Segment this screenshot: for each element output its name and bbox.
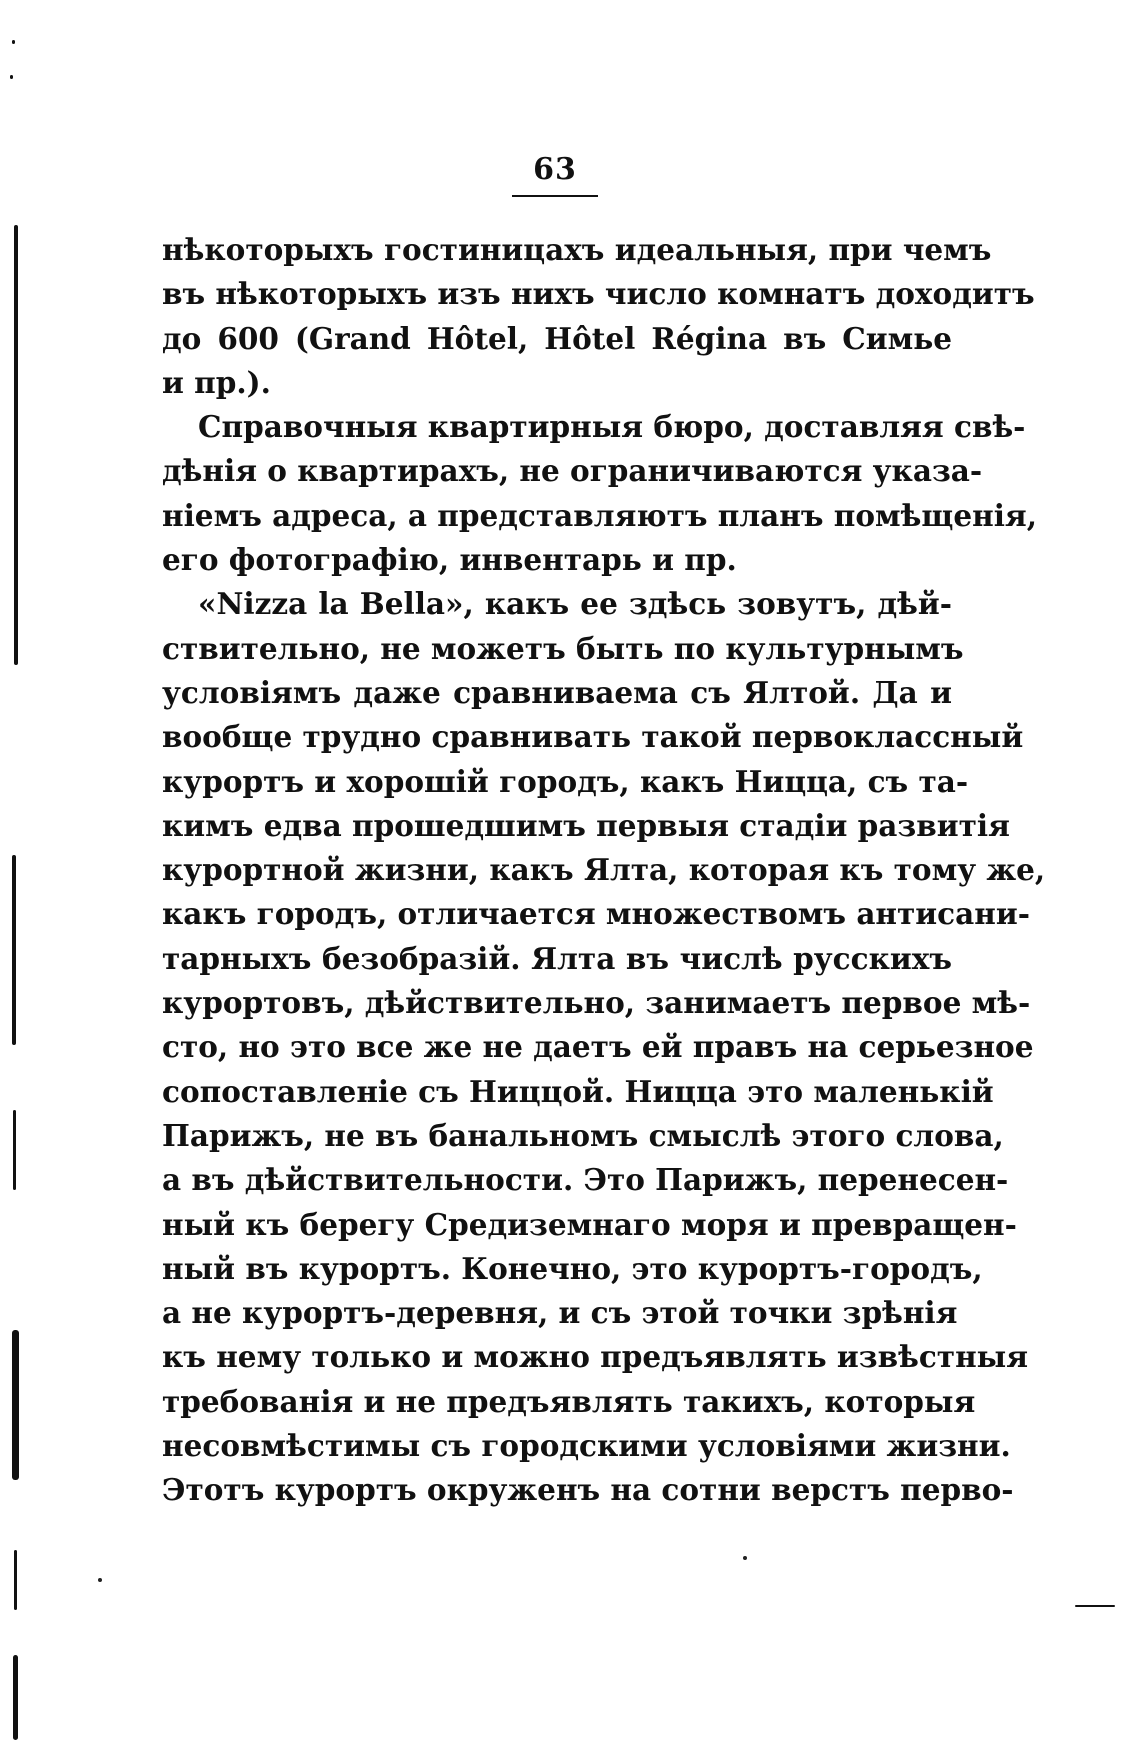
text-line: курортовъ, дѣйствительно, занимаетъ первое мѣ- [162,985,1031,1021]
text-line: въ нѣкоторыхъ изъ нихъ число комнатъ доходитъ [162,276,1035,312]
scan-mark [13,1110,16,1190]
page-number: 63 [533,152,577,187]
text-line: кимъ едва прошедшимъ первыя стадіи развитія [162,807,1010,843]
text-line: сопоставленіе съ Ниццой. Ницца это маленькій [162,1073,994,1109]
text-line: Этотъ курортъ окруженъ на сотни верстъ перво- [162,1472,1014,1508]
text-line: дѣнія о квартирахъ, не ограничиваются указа- [162,453,983,489]
text-line: какъ городъ, отличается множествомъ антисани- [162,896,1030,932]
text-line: ный въ курортъ. Конечно, это курортъ-городъ, [162,1250,983,1286]
scan-mark [14,225,18,665]
text-line: курортъ и хорошій городъ, какъ Ницца, съ та- [162,763,969,799]
text-line: курортной жизни, какъ Ялта, которая къ тому же, [162,852,1046,888]
text-line: требованія и не предъявлять такихъ, которыя [162,1383,976,1419]
page-number-rule [512,195,598,197]
scan-mark [14,1550,17,1610]
text-line: а въ дѣйствительности. Это Парижъ, перенесен- [162,1162,1009,1198]
text-line: а не курортъ-деревня, и съ этой точки зрѣнія [162,1295,958,1331]
text-line: «Nizza la Bella», какъ ее здѣсь зовутъ, дѣй- [198,586,952,622]
scan-mark [12,855,16,1045]
text-line: къ нему только и можно предъявлять извѣстныя [162,1339,1029,1375]
text-line: Справочныя квартирныя бюро, доставляя свѣ- [198,409,1026,445]
scan-mark [12,1330,19,1480]
text-line: условіямъ даже сравниваема съ Ялтой. Да и [162,674,952,710]
scan-mark [13,1655,18,1740]
text-line: вообще трудно сравнивать такой первоклассный [162,719,1024,755]
text-line: и пр.). [162,364,271,400]
text-line: Парижъ, не въ банальномъ смыслѣ этого слова, [162,1117,1004,1153]
body-text [162,228,1046,1513]
scan-mark [10,75,13,79]
text-line: его фотографію, инвентарь и пр. [162,542,737,578]
text-line: ный къ берегу Средиземнаго моря и превращен- [162,1206,1017,1242]
text-line: до 600 (Grand Hôtel, Hôtel Régina въ Симье [162,320,952,356]
scan-speck [743,1556,747,1560]
scan-speck [98,1578,102,1582]
text-line: тарныхъ безобразій. Ялта въ числѣ русскихъ [162,940,952,976]
scan-mark [12,40,15,44]
text-line: несовмѣстимы съ городскими условіями жизни. [162,1428,1011,1464]
text-line: нѣкоторыхъ гостиницахъ идеальныя, при чемъ [162,232,992,267]
text-line: сто, но это все же не даетъ ей правъ на серьезное [162,1029,1034,1065]
text-line: ніемъ адреса, а представляютъ планъ помѣщенія, [162,497,1037,533]
text-line: ствительно, не можетъ быть по культурнымъ [162,630,964,666]
scan-mark [1075,1605,1115,1607]
